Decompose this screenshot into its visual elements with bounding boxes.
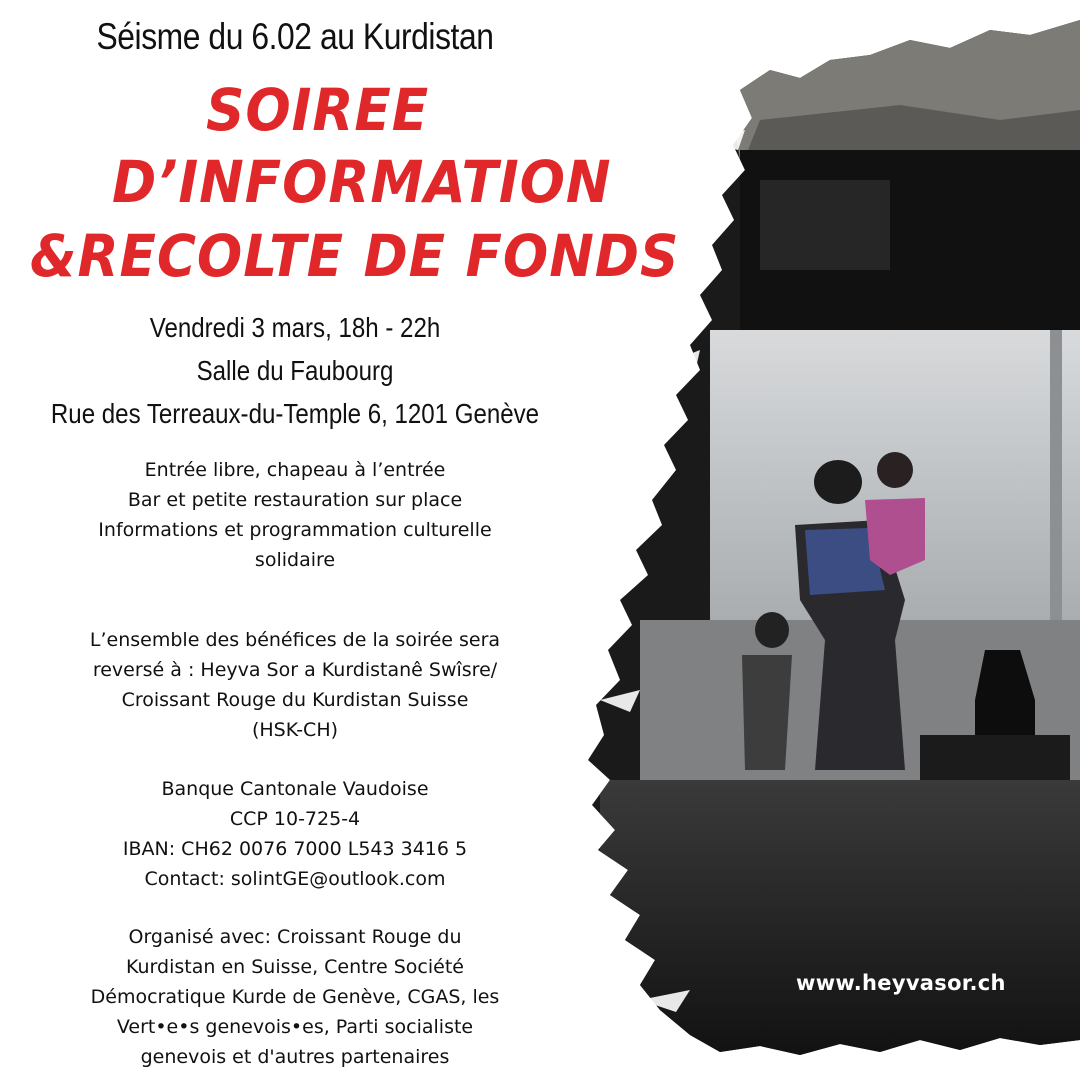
- beneficiary-line: Croissant Rouge du Kurdistan Suisse: [121, 689, 469, 711]
- bank-line: Banque Cantonale Vaudoise: [161, 778, 429, 800]
- beneficiary-info: [0, 625, 590, 745]
- bank-line: CCP 10-725-4: [229, 808, 361, 830]
- headline-line-3: &RECOLTE DE FONDS: [30, 222, 680, 290]
- bank-info: [0, 774, 590, 894]
- event-date: Vendredi 3 mars, 18h - 22h: [149, 312, 441, 343]
- organizers-line: Kurdistan en Suisse, Centre Société: [126, 956, 464, 978]
- details-line: solidaire: [254, 549, 336, 571]
- bank-line: IBAN: CH62 0076 7000 L543 3416 5: [122, 838, 468, 860]
- organizers-line: Organisé avec: Croissant Rouge du: [128, 926, 462, 948]
- beneficiary-line: reversé à : Heyva Sor a Kurdistanê Swîsre/: [92, 659, 498, 681]
- organizers-line: Démocratique Kurde de Genève, CGAS, les: [90, 986, 500, 1008]
- details-line: Bar et petite restauration sur place: [127, 489, 463, 511]
- details-line: Entrée libre, chapeau à l’entrée: [144, 459, 446, 481]
- event-address: Rue des Terreaux-du-Temple 6, 1201 Genève: [50, 398, 540, 429]
- event-venue: Salle du Faubourg: [196, 355, 394, 386]
- beneficiary-line: (HSK-CH): [251, 719, 339, 741]
- contact-email: Contact: solintGE@outlook.com: [144, 868, 446, 890]
- headline-line-1: SOIREE: [206, 76, 430, 144]
- headline-line-2: D’INFORMATION: [112, 148, 612, 216]
- event-details: [0, 455, 590, 575]
- event-subtitle: Séisme du 6.02 au Kurdistan: [96, 16, 494, 57]
- organizers-info: [0, 922, 590, 1072]
- website-link[interactable]: www.heyvasor.ch: [796, 971, 1006, 995]
- organizers-line: genevois et d'autres partenaires: [140, 1046, 450, 1068]
- details-line: Informations et programmation culturelle: [98, 519, 492, 541]
- organizers-line: Vert•e•s genevois•es, Parti socialiste: [116, 1016, 474, 1038]
- beneficiary-line: L’ensemble des bénéfices de la soirée sera: [89, 629, 501, 651]
